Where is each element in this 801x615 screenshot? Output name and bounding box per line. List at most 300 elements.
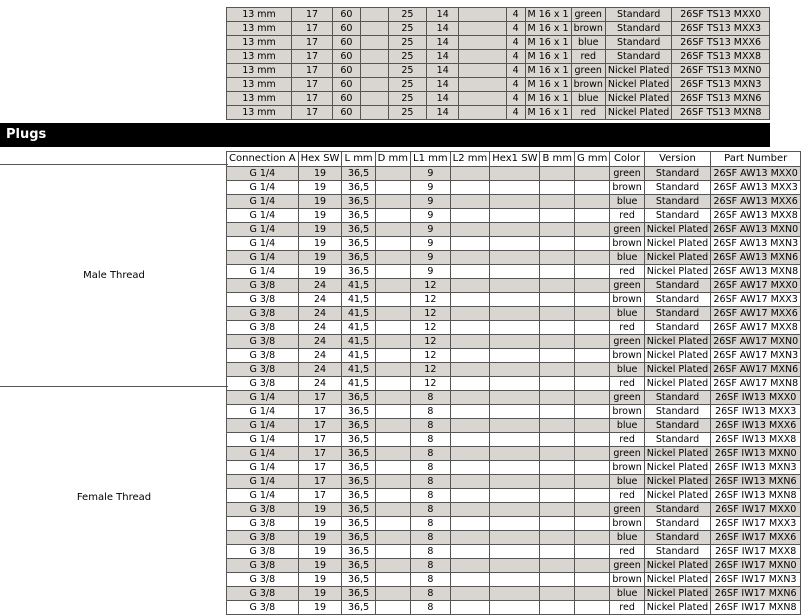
column-header: L mm <box>342 152 375 167</box>
table-cell: 8 <box>411 503 451 517</box>
table-row <box>227 601 801 615</box>
table-cell <box>490 601 540 615</box>
table-cell <box>540 573 575 587</box>
table-cell: 60 <box>333 106 361 120</box>
table-cell: 36,5 <box>342 545 375 559</box>
table-row <box>227 209 801 223</box>
table-cell <box>575 601 610 615</box>
table-cell: 19 <box>298 265 342 279</box>
table-cell: 4 <box>506 8 525 22</box>
table-cell: M 16 x 1 <box>525 92 571 106</box>
table-cell: G 3/8 <box>227 517 299 531</box>
table-cell: 17 <box>298 433 342 447</box>
table-cell: 26SF IW13 MXN0 <box>711 447 801 461</box>
table-cell <box>375 405 410 419</box>
table-cell: 9 <box>411 181 451 195</box>
table-cell <box>450 531 490 545</box>
table-cell <box>375 223 410 237</box>
table-cell <box>540 419 575 433</box>
table-cell: 24 <box>298 363 342 377</box>
table-cell: G 1/4 <box>227 167 299 181</box>
table-cell <box>540 531 575 545</box>
table-cell <box>490 377 540 391</box>
table-row <box>227 531 801 545</box>
table-cell: Standard <box>644 293 710 307</box>
table-cell: brown <box>610 237 644 251</box>
table-cell: 26SF TS13 MXX6 <box>672 36 770 50</box>
table-cell: 26SF AW13 MXN8 <box>711 265 801 279</box>
table-cell: red <box>610 377 644 391</box>
table-cell <box>540 433 575 447</box>
table-cell <box>375 475 410 489</box>
table-cell <box>540 601 575 615</box>
table-row <box>227 559 801 573</box>
table-cell: 17 <box>298 461 342 475</box>
table-cell: blue <box>571 92 605 106</box>
table-cell <box>450 601 490 615</box>
table-cell: 26SF AW13 MXX3 <box>711 181 801 195</box>
table-cell <box>490 293 540 307</box>
table-cell: 14 <box>427 92 459 106</box>
table-cell <box>540 279 575 293</box>
table-cell: G 3/8 <box>227 335 299 349</box>
table-cell: 36,5 <box>342 195 375 209</box>
table-cell <box>450 349 490 363</box>
table-cell: green <box>610 503 644 517</box>
table-cell: G 3/8 <box>227 531 299 545</box>
table-cell <box>375 195 410 209</box>
table-cell: blue <box>610 587 644 601</box>
table-cell <box>575 223 610 237</box>
column-header: Connection A <box>227 152 299 167</box>
table-cell: 26SF AW17 MXX3 <box>711 293 801 307</box>
table-cell <box>490 349 540 363</box>
table-cell: 19 <box>298 531 342 545</box>
table-cell: 26SF IW17 MXX8 <box>711 545 801 559</box>
table-cell <box>375 517 410 531</box>
table-cell: 12 <box>411 307 451 321</box>
table-cell: 26SF AW13 MXN0 <box>711 223 801 237</box>
table-cell: 14 <box>427 36 459 50</box>
table-cell: 41,5 <box>342 321 375 335</box>
table-cell: 26SF AW13 MXN6 <box>711 251 801 265</box>
table-cell <box>375 447 410 461</box>
table-row <box>227 22 770 36</box>
table-cell: 8 <box>411 601 451 615</box>
table-cell: 4 <box>506 64 525 78</box>
table-cell <box>540 405 575 419</box>
table-row <box>227 223 801 237</box>
table-cell: 13 mm <box>227 64 292 78</box>
table-cell <box>490 195 540 209</box>
table-cell: 13 mm <box>227 78 292 92</box>
table-cell <box>575 195 610 209</box>
table-cell <box>450 573 490 587</box>
table-cell <box>360 78 388 92</box>
table-cell <box>450 265 490 279</box>
table-cell: G 3/8 <box>227 349 299 363</box>
table-cell: Standard <box>644 405 710 419</box>
table-row <box>227 106 770 120</box>
table-cell: 17 <box>298 475 342 489</box>
table-cell: 14 <box>427 106 459 120</box>
table-cell: G 3/8 <box>227 363 299 377</box>
table-cell: 17 <box>292 78 333 92</box>
table-cell <box>575 181 610 195</box>
table-cell: 12 <box>411 335 451 349</box>
table-cell: 25 <box>388 22 426 36</box>
table-cell: G 1/4 <box>227 419 299 433</box>
table-cell <box>450 545 490 559</box>
table-cell <box>490 433 540 447</box>
table-cell: Standard <box>644 279 710 293</box>
table-row <box>227 279 801 293</box>
table-cell: Nickel Plated <box>644 223 710 237</box>
table-cell <box>375 377 410 391</box>
table-cell: 36,5 <box>342 461 375 475</box>
table-cell <box>575 307 610 321</box>
table-cell <box>450 475 490 489</box>
table-cell <box>490 181 540 195</box>
table-row <box>227 447 801 461</box>
table-row <box>227 8 770 22</box>
table-cell <box>375 489 410 503</box>
table-row <box>227 50 770 64</box>
table-cell: blue <box>610 251 644 265</box>
table-cell: green <box>571 8 605 22</box>
plugs-table <box>226 151 801 615</box>
table-cell: blue <box>571 36 605 50</box>
table-cell <box>540 237 575 251</box>
table-cell: Nickel Plated <box>644 461 710 475</box>
table-cell <box>575 475 610 489</box>
table-row <box>227 36 770 50</box>
table-cell <box>575 503 610 517</box>
table-cell: 8 <box>411 475 451 489</box>
table-cell <box>450 293 490 307</box>
table-cell <box>575 293 610 307</box>
table-cell: Nickel Plated <box>605 78 671 92</box>
table-cell <box>360 92 388 106</box>
table-cell <box>459 78 506 92</box>
table-cell: 19 <box>298 503 342 517</box>
table-cell: 24 <box>298 307 342 321</box>
table-cell <box>540 489 575 503</box>
table-row <box>227 405 801 419</box>
table-cell <box>490 503 540 517</box>
column-header: Hex SW <box>298 152 342 167</box>
table-cell <box>375 391 410 405</box>
table-cell: 19 <box>298 237 342 251</box>
table-cell: 8 <box>411 419 451 433</box>
table-cell: 26SF AW13 MXN3 <box>711 237 801 251</box>
table-cell: brown <box>610 573 644 587</box>
table-cell: 26SF IW17 MXN3 <box>711 573 801 587</box>
table-cell: M 16 x 1 <box>525 64 571 78</box>
table-cell <box>450 587 490 601</box>
table-cell <box>575 377 610 391</box>
table-cell <box>375 503 410 517</box>
table-cell: 26SF AW13 MXX6 <box>711 195 801 209</box>
table-cell: 24 <box>298 279 342 293</box>
table-cell <box>375 545 410 559</box>
table-cell: 24 <box>298 349 342 363</box>
table-cell: 26SF AW17 MXN8 <box>711 377 801 391</box>
table-cell: red <box>571 50 605 64</box>
table-cell <box>575 391 610 405</box>
table-cell: G 1/4 <box>227 405 299 419</box>
table-cell <box>490 461 540 475</box>
table-cell <box>450 517 490 531</box>
table-cell: G 1/4 <box>227 195 299 209</box>
column-header: Color <box>610 152 644 167</box>
table-cell: 36,5 <box>342 209 375 223</box>
table-cell <box>490 573 540 587</box>
table-cell: 13 mm <box>227 106 292 120</box>
table-cell: 8 <box>411 587 451 601</box>
table-cell: Nickel Plated <box>644 251 710 265</box>
group-divider <box>0 386 228 387</box>
table-cell <box>540 447 575 461</box>
table-row <box>227 349 801 363</box>
table-cell: 17 <box>298 419 342 433</box>
table-cell: 9 <box>411 237 451 251</box>
table-row <box>227 545 801 559</box>
table-cell: M 16 x 1 <box>525 50 571 64</box>
table-cell: 26SF IW13 MXX0 <box>711 391 801 405</box>
table-cell: 12 <box>411 321 451 335</box>
table-cell: 26SF TS13 MXX8 <box>672 50 770 64</box>
table-cell: Standard <box>605 50 671 64</box>
table-cell: 8 <box>411 531 451 545</box>
table-cell: 4 <box>506 78 525 92</box>
table-cell <box>450 279 490 293</box>
table-cell: 17 <box>298 489 342 503</box>
column-header: Version <box>644 152 710 167</box>
table-cell <box>540 265 575 279</box>
table-cell: Nickel Plated <box>644 587 710 601</box>
table-cell: green <box>610 447 644 461</box>
table-cell <box>575 349 610 363</box>
table-cell <box>375 181 410 195</box>
table-cell <box>490 419 540 433</box>
table-cell: 14 <box>427 8 459 22</box>
table-cell <box>450 209 490 223</box>
table-cell: brown <box>610 461 644 475</box>
table-cell: 26SF IW17 MXX0 <box>711 503 801 517</box>
table-cell <box>575 517 610 531</box>
table-cell: 26SF AW17 MXX0 <box>711 279 801 293</box>
table-cell: G 3/8 <box>227 293 299 307</box>
table-cell: 19 <box>298 587 342 601</box>
table-cell: 9 <box>411 223 451 237</box>
table-cell: G 3/8 <box>227 321 299 335</box>
table-cell: 60 <box>333 8 361 22</box>
table-row <box>227 64 770 78</box>
table-cell: 25 <box>388 36 426 50</box>
table-cell <box>575 405 610 419</box>
column-header: L1 mm <box>411 152 451 167</box>
table-cell <box>450 307 490 321</box>
table-cell <box>490 447 540 461</box>
table-cell: 36,5 <box>342 503 375 517</box>
table-cell: 13 mm <box>227 92 292 106</box>
table-cell <box>490 223 540 237</box>
table-cell: 12 <box>411 293 451 307</box>
table-cell: 36,5 <box>342 223 375 237</box>
table-cell: green <box>610 279 644 293</box>
table-cell <box>375 307 410 321</box>
table-cell <box>375 349 410 363</box>
table-cell <box>490 391 540 405</box>
table-cell: 8 <box>411 405 451 419</box>
table-cell: 19 <box>298 517 342 531</box>
table-cell: 24 <box>298 293 342 307</box>
table-cell: 13 mm <box>227 8 292 22</box>
table-cell: 26SF AW17 MXN3 <box>711 349 801 363</box>
table-cell <box>575 587 610 601</box>
table-cell: 41,5 <box>342 349 375 363</box>
table-cell: 19 <box>298 181 342 195</box>
table-cell: Standard <box>605 36 671 50</box>
table-row <box>227 293 801 307</box>
table-cell <box>490 307 540 321</box>
table-cell: 36,5 <box>342 167 375 181</box>
table-cell: M 16 x 1 <box>525 78 571 92</box>
column-header: B mm <box>540 152 575 167</box>
table-cell: 36,5 <box>342 559 375 573</box>
table-cell <box>375 559 410 573</box>
table-cell <box>575 447 610 461</box>
table-cell <box>575 559 610 573</box>
table-cell <box>375 461 410 475</box>
table-cell: 25 <box>388 106 426 120</box>
table-cell: Standard <box>644 419 710 433</box>
table-cell <box>575 531 610 545</box>
table-cell <box>450 391 490 405</box>
table-cell: 13 mm <box>227 50 292 64</box>
table-cell <box>575 545 610 559</box>
table-cell: 9 <box>411 167 451 181</box>
table-cell: Standard <box>605 22 671 36</box>
table-cell: M 16 x 1 <box>525 106 571 120</box>
table-cell: red <box>610 545 644 559</box>
table-cell <box>575 573 610 587</box>
table-cell <box>450 559 490 573</box>
table-cell: Standard <box>605 8 671 22</box>
table-cell: 19 <box>298 559 342 573</box>
table-cell: 26SF TS13 MXX3 <box>672 22 770 36</box>
group-label-male-thread: Male Thread <box>83 270 145 281</box>
table-cell <box>540 195 575 209</box>
table-cell <box>450 251 490 265</box>
table-cell: red <box>610 489 644 503</box>
table-cell: green <box>610 559 644 573</box>
table-cell: 25 <box>388 92 426 106</box>
table-cell <box>575 209 610 223</box>
table-cell <box>490 489 540 503</box>
table-cell <box>575 237 610 251</box>
table-cell: 14 <box>427 22 459 36</box>
table-row <box>227 377 801 391</box>
table-cell: 36,5 <box>342 181 375 195</box>
table-cell: Standard <box>644 531 710 545</box>
table-row <box>227 92 770 106</box>
table-cell: 60 <box>333 92 361 106</box>
table-cell: G 1/4 <box>227 433 299 447</box>
table-cell <box>490 321 540 335</box>
table-cell: 26SF IW13 MXX8 <box>711 433 801 447</box>
table-cell: M 16 x 1 <box>525 22 571 36</box>
table-cell: Nickel Plated <box>644 475 710 489</box>
table-cell: Standard <box>644 321 710 335</box>
column-header: L2 mm <box>450 152 490 167</box>
table-cell <box>540 377 575 391</box>
table-cell: Standard <box>644 503 710 517</box>
table-cell <box>375 265 410 279</box>
table-cell: 17 <box>298 447 342 461</box>
table-cell: 36,5 <box>342 251 375 265</box>
table-cell: 4 <box>506 22 525 36</box>
table-cell: brown <box>610 293 644 307</box>
table-cell: 41,5 <box>342 335 375 349</box>
table-row <box>227 433 801 447</box>
section-header-plugs: Plugs <box>0 123 770 147</box>
table-cell <box>490 209 540 223</box>
table-cell: G 1/4 <box>227 237 299 251</box>
table-cell <box>375 573 410 587</box>
table-cell: 41,5 <box>342 363 375 377</box>
table-cell <box>450 461 490 475</box>
table-cell <box>575 321 610 335</box>
table-cell: 19 <box>298 167 342 181</box>
table-cell: 4 <box>506 50 525 64</box>
table-cell: green <box>571 64 605 78</box>
table-cell: 36,5 <box>342 405 375 419</box>
table-cell: 13 mm <box>227 36 292 50</box>
table-cell <box>450 195 490 209</box>
table-cell <box>375 363 410 377</box>
table-cell: 26SF TS13 MXN8 <box>672 106 770 120</box>
table-cell <box>360 8 388 22</box>
table-cell: 26SF IW13 MXN3 <box>711 461 801 475</box>
table-cell: Standard <box>644 209 710 223</box>
table-row <box>227 167 801 181</box>
table-cell <box>360 106 388 120</box>
table-cell: M 16 x 1 <box>525 36 571 50</box>
table-cell <box>490 475 540 489</box>
table-cell: 26SF AW17 MXX8 <box>711 321 801 335</box>
table-cell: 17 <box>292 92 333 106</box>
table-cell <box>490 251 540 265</box>
table-cell <box>490 363 540 377</box>
table-cell: 25 <box>388 78 426 92</box>
column-header: D mm <box>375 152 410 167</box>
table-cell: G 1/4 <box>227 181 299 195</box>
table-cell <box>575 489 610 503</box>
table-cell: red <box>571 106 605 120</box>
table-row <box>227 265 801 279</box>
table-cell <box>540 167 575 181</box>
table-cell: G 1/4 <box>227 209 299 223</box>
table-row <box>227 307 801 321</box>
table-cell: 14 <box>427 64 459 78</box>
table-cell <box>575 167 610 181</box>
table-cell: 26SF IW13 MXN8 <box>711 489 801 503</box>
table-cell: 26SF IW17 MXN0 <box>711 559 801 573</box>
table-row <box>227 573 801 587</box>
table-row <box>227 489 801 503</box>
